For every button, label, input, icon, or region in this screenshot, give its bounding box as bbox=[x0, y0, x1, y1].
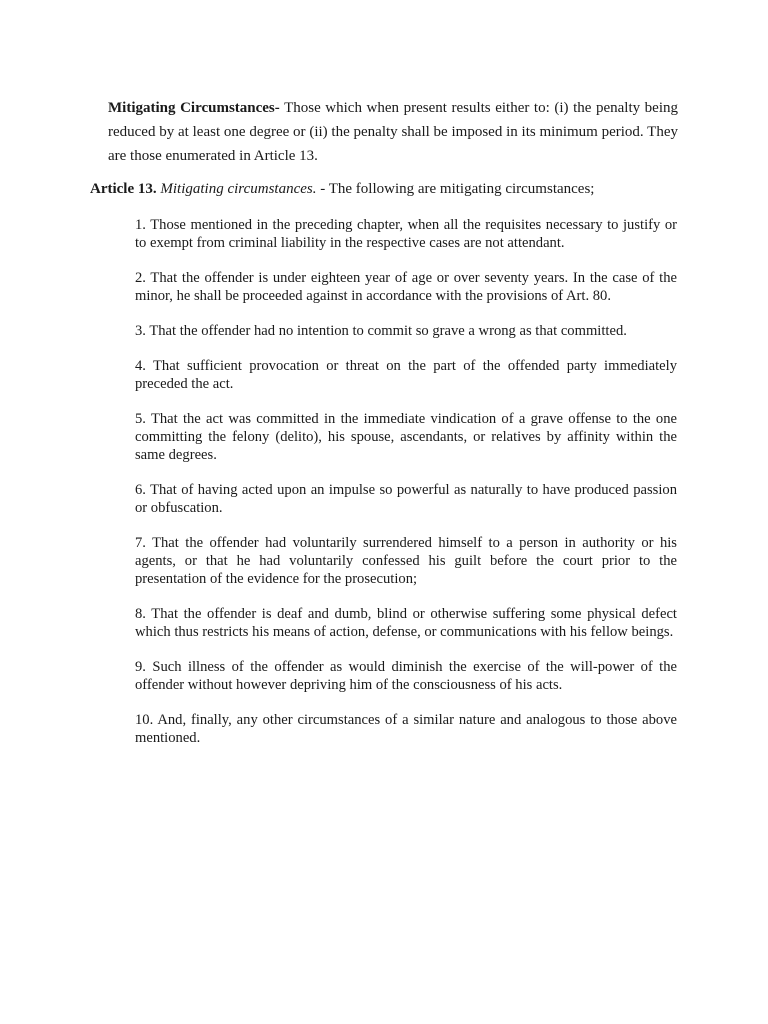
list-item: 4. That sufficient provocation or threat on the part of the offended party immediately preceded the act. bbox=[135, 358, 677, 392]
intro-paragraph bbox=[108, 96, 678, 168]
article-number: Article 13. bbox=[90, 181, 157, 197]
circumstances-list bbox=[135, 216, 677, 764]
list-item: 7. That the offender had voluntarily surrendered himself to a person in authority or his agents, or that he had voluntarily confessed his guilt before the court prior to the presentation of the evidence for the prosecution; bbox=[135, 535, 677, 587]
list-item: 5. That the act was committed in the immediate vindication of a grave offense to the one committing the felony (delito), his spouse, ascendants, or relatives by affinity within the same degrees. bbox=[135, 411, 677, 463]
article-heading bbox=[90, 179, 690, 199]
intro-term: Mitigating Circumstances- bbox=[108, 100, 280, 116]
list-item: 10. And, finally, any other circumstances of a similar nature and analogous to those above mentioned. bbox=[135, 712, 677, 746]
list-item: 2. That the offender is under eighteen year of age or over seventy years. In the case of the minor, he shall be proceeded against in accordance with the provisions of Art. 80. bbox=[135, 270, 677, 304]
list-item: 3. That the offender had no intention to commit so grave a wrong as that committed. bbox=[135, 323, 627, 339]
list-item: 8. That the offender is deaf and dumb, blind or otherwise suffering some physical defect which thus restricts his means of action, defense, or communications with his fellow beings. bbox=[135, 606, 677, 640]
list-item: 6. That of having acted upon an impulse so powerful as naturally to have produced passion or obfuscation. bbox=[135, 482, 677, 516]
article-lead: - The following are mitigating circumstances; bbox=[316, 181, 595, 197]
article-title: Mitigating circumstances. bbox=[160, 181, 317, 197]
list-item: 9. Such illness of the offender as would diminish the exercise of the will-power of the offender without however depriving him of the consciousness of his acts. bbox=[135, 659, 677, 693]
intro-text: Those which when present results either to: (i) the penalty being reduced by at least one degree or (ii) the penalty shall be imposed in its minimum period. They are those enumerated in Article 13. bbox=[108, 100, 679, 164]
list-item: 1. Those mentioned in the preceding chapter, when all the requisites necessary to justify or to exempt from criminal liability in the respective cases are not attendant. bbox=[135, 217, 677, 251]
